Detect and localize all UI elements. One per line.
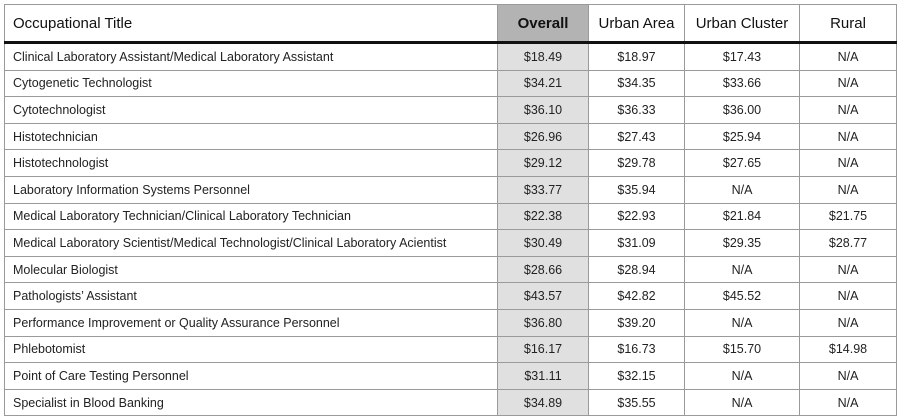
cell-overall: $36.80 <box>498 309 589 336</box>
table-row <box>5 309 897 336</box>
cell-occupational-title: Medical Laboratory Scientist/Medical Technologist/Clinical Laboratory Acientist <box>5 230 498 257</box>
cell-urban-cluster: $21.84 <box>685 203 800 230</box>
cell-urban-area: $34.35 <box>589 70 685 97</box>
cell-occupational-title: Performance Improvement or Quality Assurance Personnel <box>5 309 498 336</box>
table-row <box>5 176 897 203</box>
cell-rural: N/A <box>800 43 897 71</box>
table-body <box>5 43 897 416</box>
cell-overall: $36.10 <box>498 97 589 124</box>
cell-occupational-title: Point of Care Testing Personnel <box>5 363 498 390</box>
cell-overall: $33.77 <box>498 176 589 203</box>
cell-occupational-title: Molecular Biologist <box>5 256 498 283</box>
cell-occupational-title: Histotechnician <box>5 123 498 150</box>
header-overall: Overall <box>498 5 589 43</box>
cell-urban-area: $42.82 <box>589 283 685 310</box>
cell-urban-area: $39.20 <box>589 309 685 336</box>
cell-urban-area: $18.97 <box>589 43 685 71</box>
cell-overall: $18.49 <box>498 43 589 71</box>
cell-rural: $14.98 <box>800 336 897 363</box>
table-row <box>5 203 897 230</box>
header-occupational-title: Occupational Title <box>5 5 498 43</box>
cell-overall: $43.57 <box>498 283 589 310</box>
cell-overall: $34.21 <box>498 70 589 97</box>
table-row <box>5 336 897 363</box>
wage-table-container <box>4 4 896 416</box>
cell-urban-area: $22.93 <box>589 203 685 230</box>
cell-rural: $21.75 <box>800 203 897 230</box>
cell-overall: $28.66 <box>498 256 589 283</box>
cell-overall: $31.11 <box>498 363 589 390</box>
cell-rural: $28.77 <box>800 230 897 257</box>
cell-urban-area: $35.55 <box>589 389 685 416</box>
table-row <box>5 43 897 71</box>
table-row <box>5 70 897 97</box>
table-row <box>5 123 897 150</box>
cell-urban-cluster: N/A <box>685 176 800 203</box>
table-row <box>5 256 897 283</box>
cell-rural: N/A <box>800 363 897 390</box>
cell-occupational-title: Laboratory Information Systems Personnel <box>5 176 498 203</box>
cell-occupational-title: Pathologists’ Assistant <box>5 283 498 310</box>
cell-urban-area: $36.33 <box>589 97 685 124</box>
cell-urban-area: $27.43 <box>589 123 685 150</box>
table-row <box>5 230 897 257</box>
cell-rural: N/A <box>800 389 897 416</box>
cell-overall: $16.17 <box>498 336 589 363</box>
cell-urban-cluster: N/A <box>685 309 800 336</box>
cell-rural: N/A <box>800 309 897 336</box>
cell-occupational-title: Phlebotomist <box>5 336 498 363</box>
cell-rural: N/A <box>800 150 897 177</box>
cell-rural: N/A <box>800 70 897 97</box>
table-row <box>5 150 897 177</box>
cell-overall: $34.89 <box>498 389 589 416</box>
cell-rural: N/A <box>800 283 897 310</box>
cell-overall: $22.38 <box>498 203 589 230</box>
cell-occupational-title: Histotechnologist <box>5 150 498 177</box>
cell-rural: N/A <box>800 123 897 150</box>
cell-urban-cluster: $29.35 <box>685 230 800 257</box>
cell-urban-cluster: $15.70 <box>685 336 800 363</box>
header-urban-area: Urban Area <box>589 5 685 43</box>
cell-occupational-title: Specialist in Blood Banking <box>5 389 498 416</box>
cell-urban-cluster: N/A <box>685 389 800 416</box>
cell-urban-cluster: N/A <box>685 363 800 390</box>
header-urban-cluster: Urban Cluster <box>685 5 800 43</box>
cell-urban-area: $28.94 <box>589 256 685 283</box>
cell-rural: N/A <box>800 256 897 283</box>
cell-overall: $30.49 <box>498 230 589 257</box>
cell-occupational-title: Cytogenetic Technologist <box>5 70 498 97</box>
table-row <box>5 283 897 310</box>
cell-urban-cluster: $45.52 <box>685 283 800 310</box>
cell-occupational-title: Clinical Laboratory Assistant/Medical Laboratory Assistant <box>5 43 498 71</box>
cell-urban-area: $35.94 <box>589 176 685 203</box>
cell-urban-cluster: $25.94 <box>685 123 800 150</box>
cell-urban-cluster: $27.65 <box>685 150 800 177</box>
cell-occupational-title: Medical Laboratory Technician/Clinical Laboratory Technician <box>5 203 498 230</box>
cell-urban-area: $31.09 <box>589 230 685 257</box>
cell-overall: $26.96 <box>498 123 589 150</box>
cell-rural: N/A <box>800 176 897 203</box>
cell-rural: N/A <box>800 97 897 124</box>
cell-urban-cluster: $36.00 <box>685 97 800 124</box>
cell-overall: $29.12 <box>498 150 589 177</box>
cell-urban-area: $32.15 <box>589 363 685 390</box>
cell-urban-cluster: N/A <box>685 256 800 283</box>
cell-occupational-title: Cytotechnologist <box>5 97 498 124</box>
header-row <box>5 5 897 43</box>
cell-urban-area: $29.78 <box>589 150 685 177</box>
cell-urban-cluster: $33.66 <box>685 70 800 97</box>
cell-urban-cluster: $17.43 <box>685 43 800 71</box>
header-rural: Rural <box>800 5 897 43</box>
table-row <box>5 389 897 416</box>
table-header <box>5 5 897 43</box>
wage-table <box>4 4 897 416</box>
table-row <box>5 97 897 124</box>
table-row <box>5 363 897 390</box>
cell-urban-area: $16.73 <box>589 336 685 363</box>
